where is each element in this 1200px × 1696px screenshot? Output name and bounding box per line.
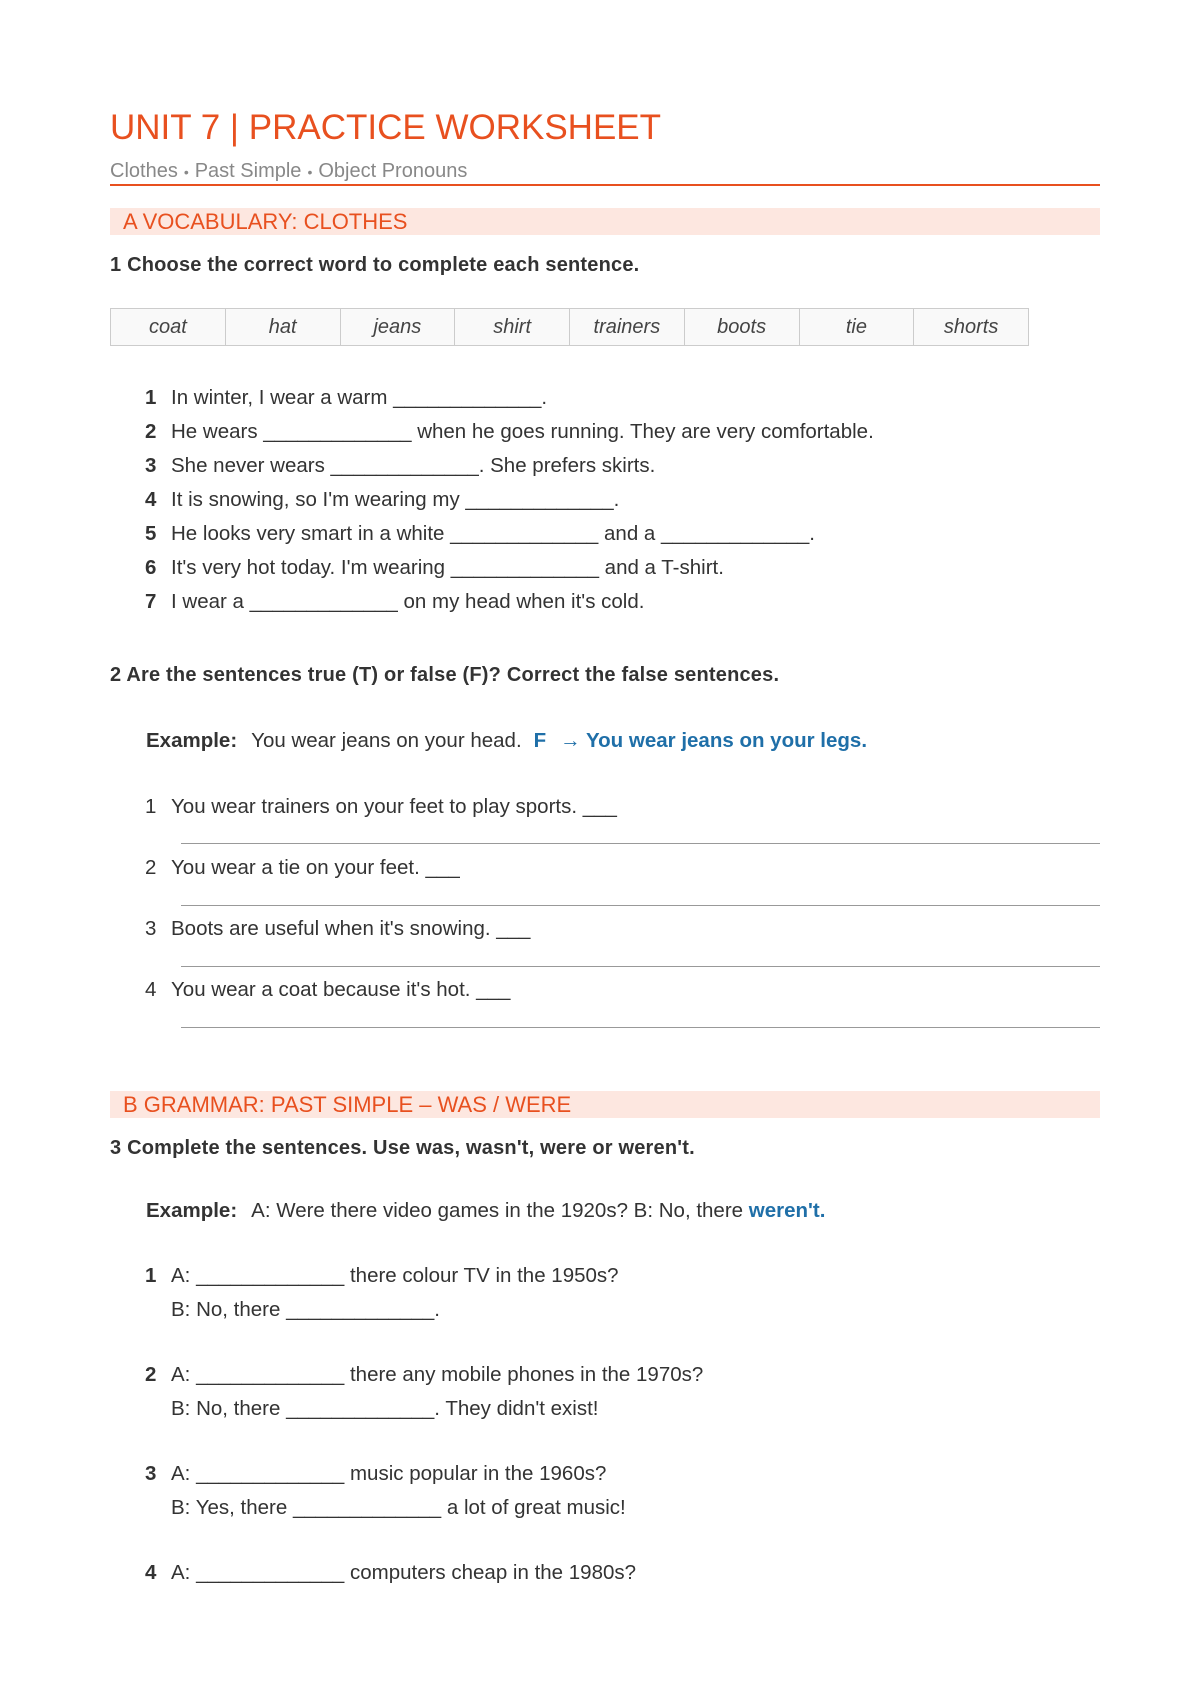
item-line-a: A: _____________ computers cheap in the 1980s? — [171, 1561, 637, 1584]
item-line-b: B: Yes, there _____________ a lot of great music! — [171, 1496, 626, 1519]
item-number: 2 — [145, 856, 157, 879]
word-box — [110, 308, 1029, 346]
item-text: You wear a tie on your feet. ___ — [171, 856, 460, 879]
exercise-3-instruction: 3 Complete the sentences. Use was, wasn't, were or weren't. — [110, 1137, 695, 1159]
subtitle-topic-past-simple: Past Simple — [194, 160, 302, 182]
subtitle-topic-clothes: Clothes — [110, 160, 178, 182]
item-number: 3 — [145, 454, 157, 477]
exercise-1-item — [145, 590, 644, 614]
exercise-3-item — [145, 1264, 619, 1288]
item-number: 2 — [145, 1363, 157, 1386]
item-number: 5 — [145, 522, 157, 545]
exercise-1-item — [145, 420, 874, 444]
word-box-item: shirt — [455, 309, 570, 345]
item-text: I wear a _____________ on my head when it's cold. — [171, 590, 645, 613]
example-text: A: Were there video games in the 1920s? B: No, there — [251, 1199, 744, 1222]
item-number: 7 — [145, 590, 157, 613]
exercise-2-item — [145, 795, 617, 819]
item-text: It is snowing, so I'm wearing my _____________. — [171, 488, 620, 511]
item-text: He wears _____________ when he goes running. They are very comfortable. — [171, 420, 874, 443]
item-text: In winter, I wear a warm _____________. — [171, 386, 548, 409]
example-flag: F — [533, 729, 547, 752]
exercise-3-item — [145, 1561, 636, 1585]
item-number: 1 — [145, 1264, 157, 1287]
item-number: 4 — [145, 488, 157, 511]
answer-line[interactable] — [181, 843, 1100, 844]
item-line-a: A: _____________ music popular in the 1960s? — [171, 1462, 607, 1485]
answer-line[interactable] — [181, 1027, 1100, 1028]
bullet-separator: • — [307, 164, 313, 180]
exercise-1-item — [145, 386, 547, 410]
item-line-a: A: _____________ there any mobile phones in the 1970s? — [171, 1363, 704, 1386]
item-line-b: B: No, there _____________. They didn't exist! — [171, 1397, 599, 1420]
section-a-heading-text: A VOCABULARY: CLOTHES — [123, 209, 408, 234]
exercise-3-item-b — [145, 1397, 599, 1421]
answer-line[interactable] — [181, 905, 1100, 906]
bullet-separator: • — [183, 164, 189, 180]
item-line-a: A: _____________ there colour TV in the 1950s? — [171, 1264, 619, 1287]
exercise-2-item — [145, 978, 510, 1002]
section-b-heading — [110, 1091, 1100, 1118]
item-number: 2 — [145, 420, 157, 443]
word-box-item: jeans — [341, 309, 456, 345]
exercise-2-item — [145, 856, 460, 880]
exercise-1-item — [145, 556, 724, 580]
exercise-1-instruction: 1 Choose the correct word to complete each sentence. — [110, 254, 640, 276]
item-number: 4 — [145, 978, 157, 1001]
subtitle-topic-object-pronouns: Object Pronouns — [318, 160, 468, 182]
exercise-1-item — [145, 488, 619, 512]
item-number: 4 — [145, 1561, 157, 1584]
word-box-item: coat — [111, 309, 226, 345]
item-line-b: B: No, there _____________. — [171, 1298, 440, 1321]
item-text: You wear trainers on your feet to play sports. ___ — [171, 795, 617, 818]
word-box-item: tie — [800, 309, 915, 345]
section-a-heading — [110, 208, 1100, 235]
section-b-heading-text: B GRAMMAR: PAST SIMPLE – WAS / WERE — [123, 1092, 572, 1117]
example-answer: → You wear jeans on your legs. — [560, 729, 868, 752]
exercise-3-example — [146, 1199, 825, 1223]
exercise-2-example — [146, 729, 867, 753]
exercise-3-item-b — [145, 1496, 626, 1520]
exercise-1-item — [145, 522, 815, 546]
item-text: Boots are useful when it's snowing. ___ — [171, 917, 531, 940]
word-box-item: shorts — [943, 316, 999, 338]
item-number: 3 — [145, 917, 157, 940]
word-box-item: boots — [685, 309, 800, 345]
item-text: You wear a coat because it's hot. ___ — [171, 978, 511, 1001]
item-number: 3 — [145, 1462, 157, 1485]
title-divider — [110, 184, 1100, 186]
answer-line[interactable] — [181, 966, 1100, 967]
exercise-2-item — [145, 917, 530, 941]
item-text: She never wears _____________. She prefers skirts. — [171, 454, 656, 477]
example-label: Example: — [146, 1199, 238, 1222]
exercise-1-item — [145, 454, 655, 478]
word-box-item: trainers — [570, 309, 685, 345]
exercise-2-instruction: 2 Are the sentences true (T) or false (F)? Correct the false sentences. — [110, 664, 780, 686]
word-box-item: hat — [226, 309, 341, 345]
item-number: 1 — [145, 795, 157, 818]
item-number: 6 — [145, 556, 157, 579]
page-subtitle — [110, 160, 467, 183]
example-text: You wear jeans on your head. — [251, 729, 522, 752]
item-text: It's very hot today. I'm wearing _____________ and a T-shirt. — [171, 556, 724, 579]
item-number: 1 — [145, 386, 157, 409]
item-text: He looks very smart in a white _____________ and a _____________. — [171, 522, 815, 545]
exercise-3-item — [145, 1363, 703, 1387]
exercise-3-item-b — [145, 1298, 440, 1322]
page-title: UNIT 7 | PRACTICE WORKSHEET — [110, 108, 662, 147]
example-answer: weren't. — [748, 1199, 826, 1222]
exercise-3-item — [145, 1462, 606, 1486]
example-label: Example: — [146, 729, 238, 752]
